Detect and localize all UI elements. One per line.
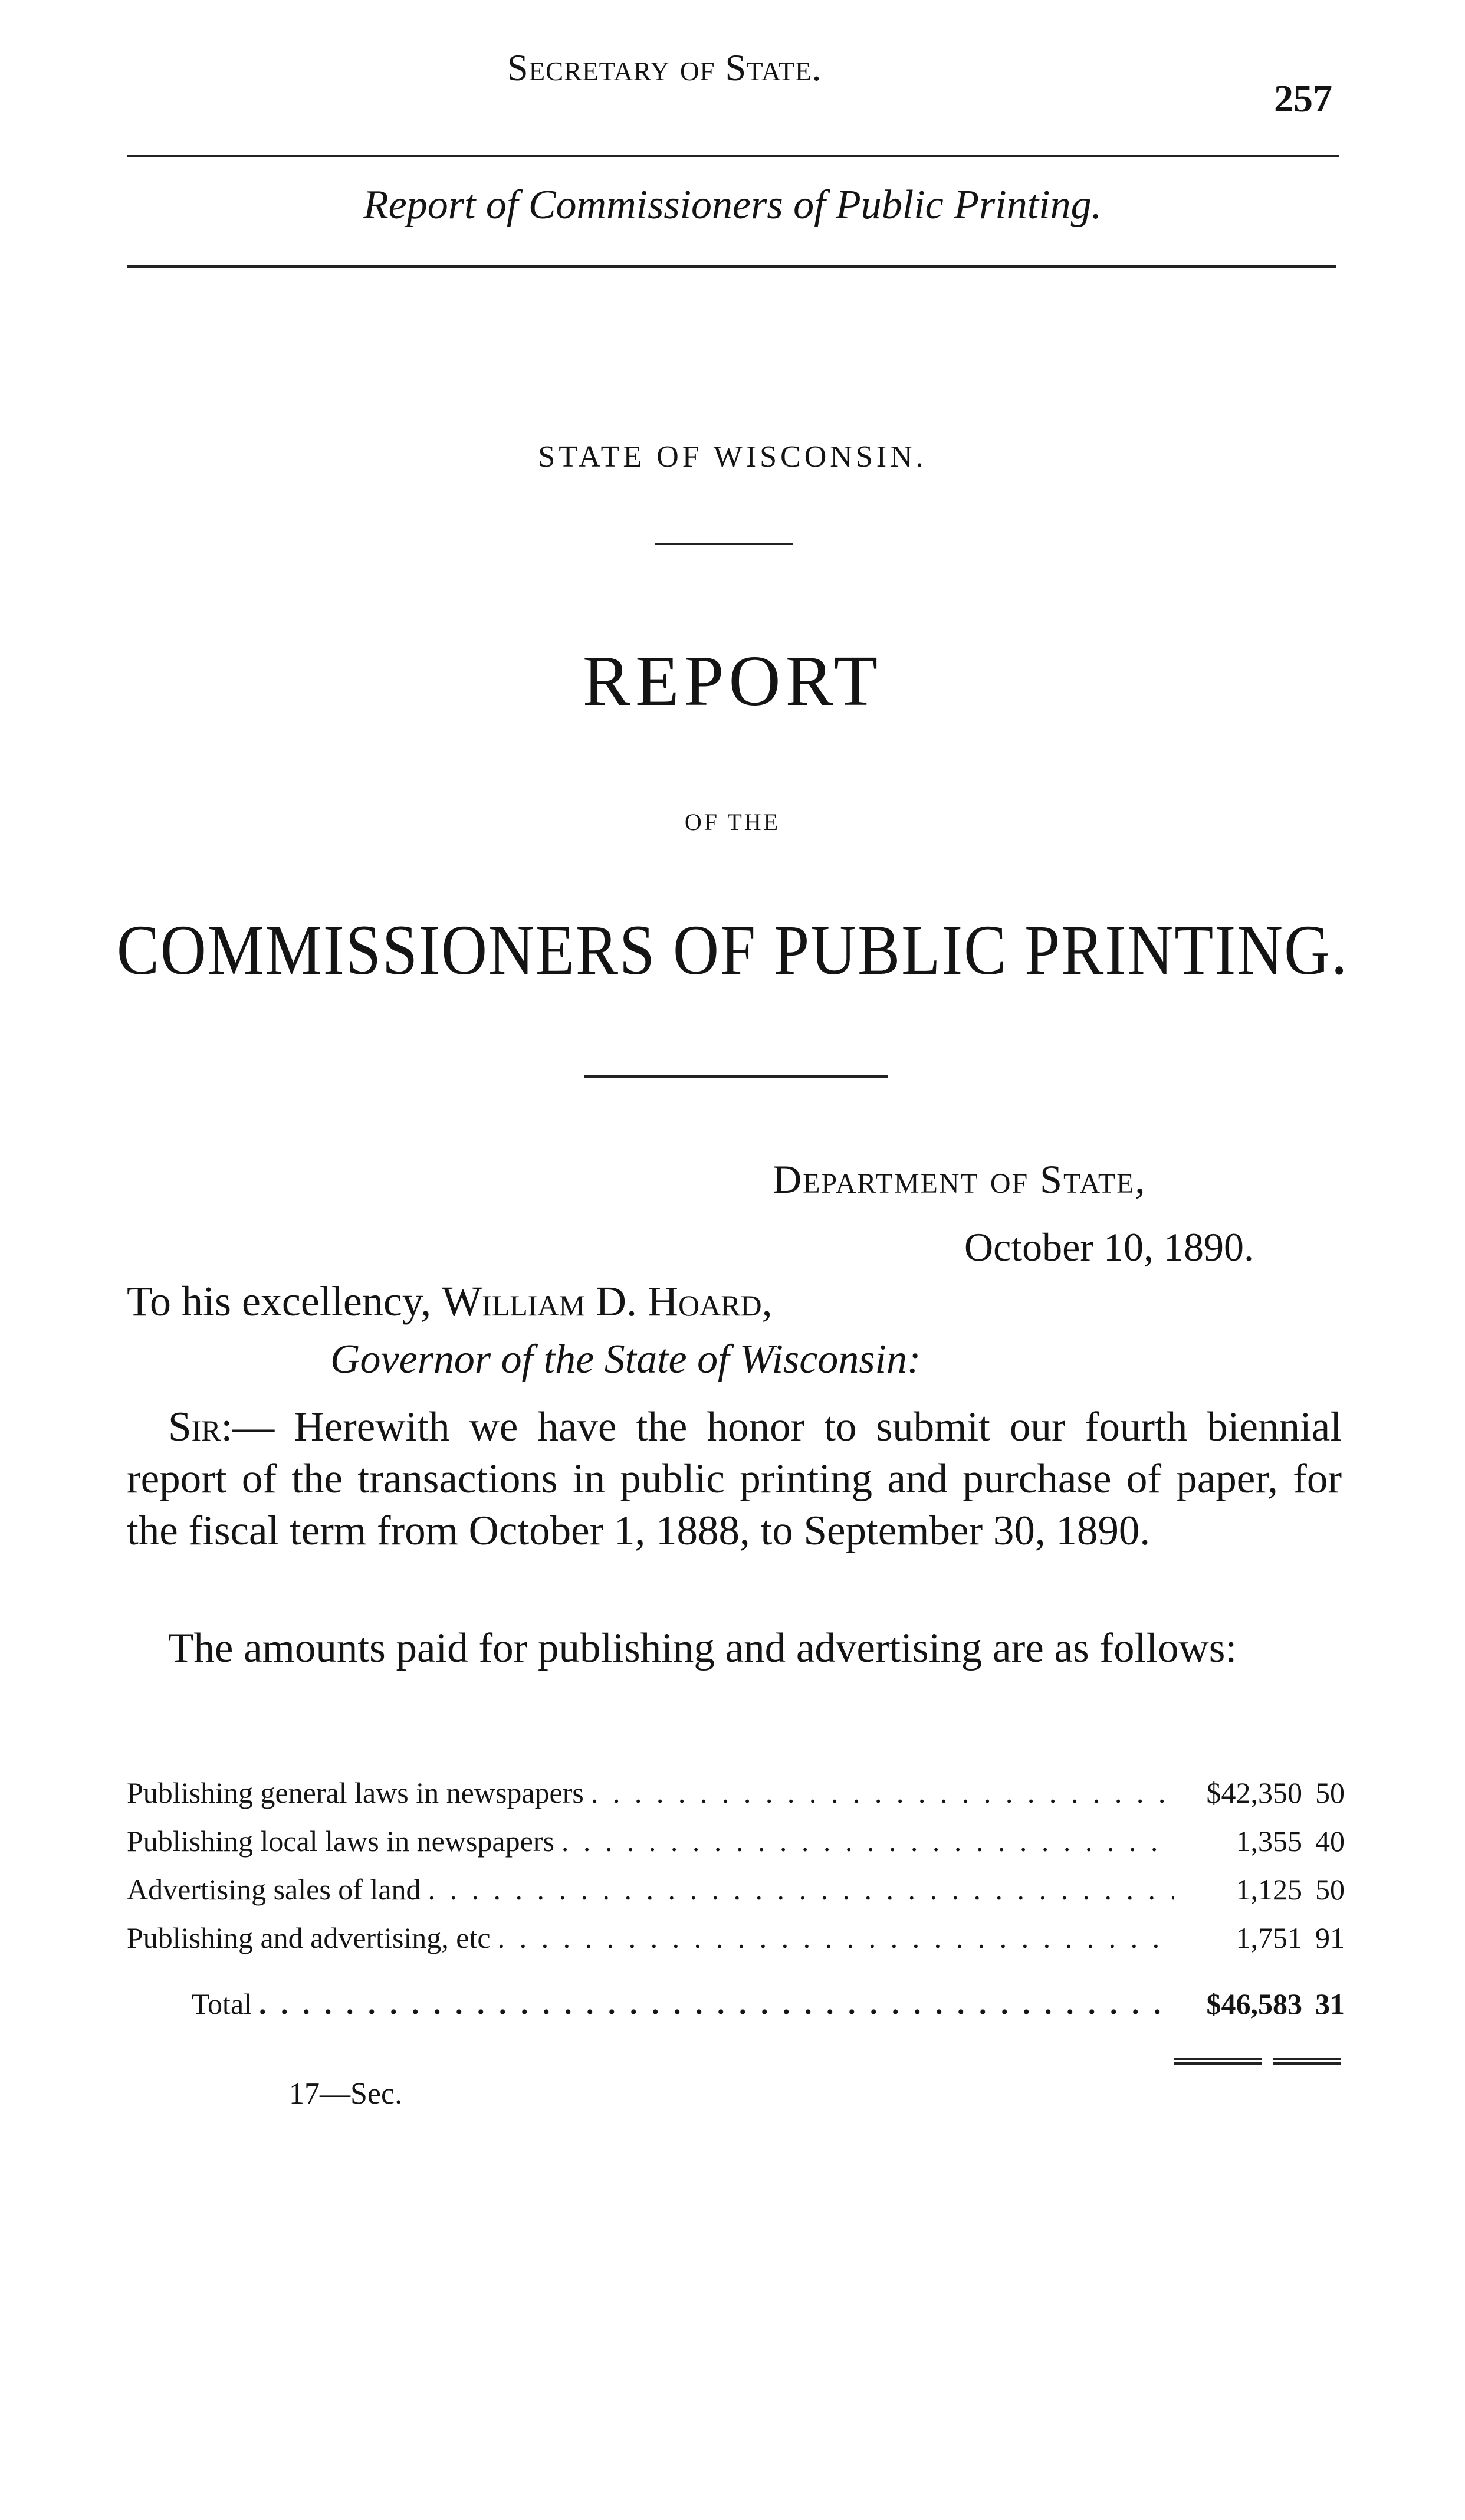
row-dollars: 1,125: [1236, 1873, 1302, 1906]
table-row: [127, 1921, 1345, 1969]
total-double-rule-cents: [1273, 2058, 1341, 2065]
table-row: [127, 1824, 1345, 1872]
row-label: Advertising sales of land: [127, 1873, 421, 1906]
amounts-table: [127, 1776, 1345, 2035]
total-dollars: $46,583: [1206, 1987, 1302, 2020]
of-the-line: OF THE: [684, 809, 781, 835]
title-divider-short: [655, 543, 793, 545]
row-dollars: 1,355: [1236, 1825, 1302, 1858]
state-heading: STATE OF WISCONSIN.: [538, 440, 927, 474]
title-divider-long: [584, 1075, 888, 1078]
addressee-line: [127, 1277, 773, 1326]
letter-paragraph-2: [127, 1622, 1342, 1674]
leader-dots: [591, 1776, 1174, 1810]
row-label: Publishing general laws in newspapers: [127, 1776, 584, 1809]
leader-dots: [259, 1987, 1174, 2021]
header-subtitle: Report of Commissioners of Public Printing.: [363, 182, 1102, 228]
governor-line: Governor of the State of Wisconsin:: [330, 1337, 921, 1382]
table-row: [127, 1776, 1345, 1824]
row-dollars: $42,350: [1206, 1776, 1302, 1809]
total-cents: 31: [1315, 1987, 1345, 2020]
leader-dots: [498, 1921, 1174, 1955]
paragraph-2-text: The amounts paid for publishing and advertising are as follows:: [168, 1625, 1237, 1671]
addressee-name: William D. Hoard,: [442, 1278, 773, 1325]
row-label: Publishing local laws in newspapers: [127, 1825, 554, 1858]
salutation: Sir:: [168, 1404, 233, 1450]
leader-dots: [561, 1824, 1174, 1858]
total-double-rule-dollars: [1174, 2058, 1262, 2065]
department-line: Department of State,: [773, 1157, 1147, 1202]
total-label: Total: [192, 1987, 252, 2020]
signature-mark: 17—Sec.: [289, 2077, 403, 2111]
paragraph-1-text: — Herewith we have the honor to submit our fourth biennial report of the transactions in public printing and purchase of paper, for the fiscal term from October 1, 1888, to September 30, 1890.: [127, 1404, 1342, 1554]
total-row: [127, 1987, 1345, 2035]
letter-paragraph-1: [127, 1401, 1342, 1557]
row-cents: 50: [1315, 1776, 1345, 1809]
row-cents: 50: [1315, 1873, 1345, 1906]
header-rule-bottom: [127, 265, 1336, 268]
row-dollars: 1,751: [1236, 1921, 1302, 1954]
page-number: 257: [1274, 77, 1332, 120]
leader-dots: [428, 1872, 1174, 1907]
row-cents: 91: [1315, 1921, 1345, 1954]
commissioners-title: COMMISSIONERS OF PUBLIC PRINTING.: [116, 911, 1349, 990]
row-label: Publishing and advertising, etc: [127, 1921, 491, 1954]
addressee-prefix: To his excellency,: [127, 1278, 442, 1325]
table-row: [127, 1872, 1345, 1921]
header-rule-top: [127, 155, 1339, 158]
row-cents: 40: [1315, 1825, 1345, 1858]
report-title: REPORT: [582, 641, 883, 721]
letter-date: October 10, 1890.: [964, 1225, 1254, 1269]
running-header-title: Secretary of State.: [507, 47, 822, 88]
